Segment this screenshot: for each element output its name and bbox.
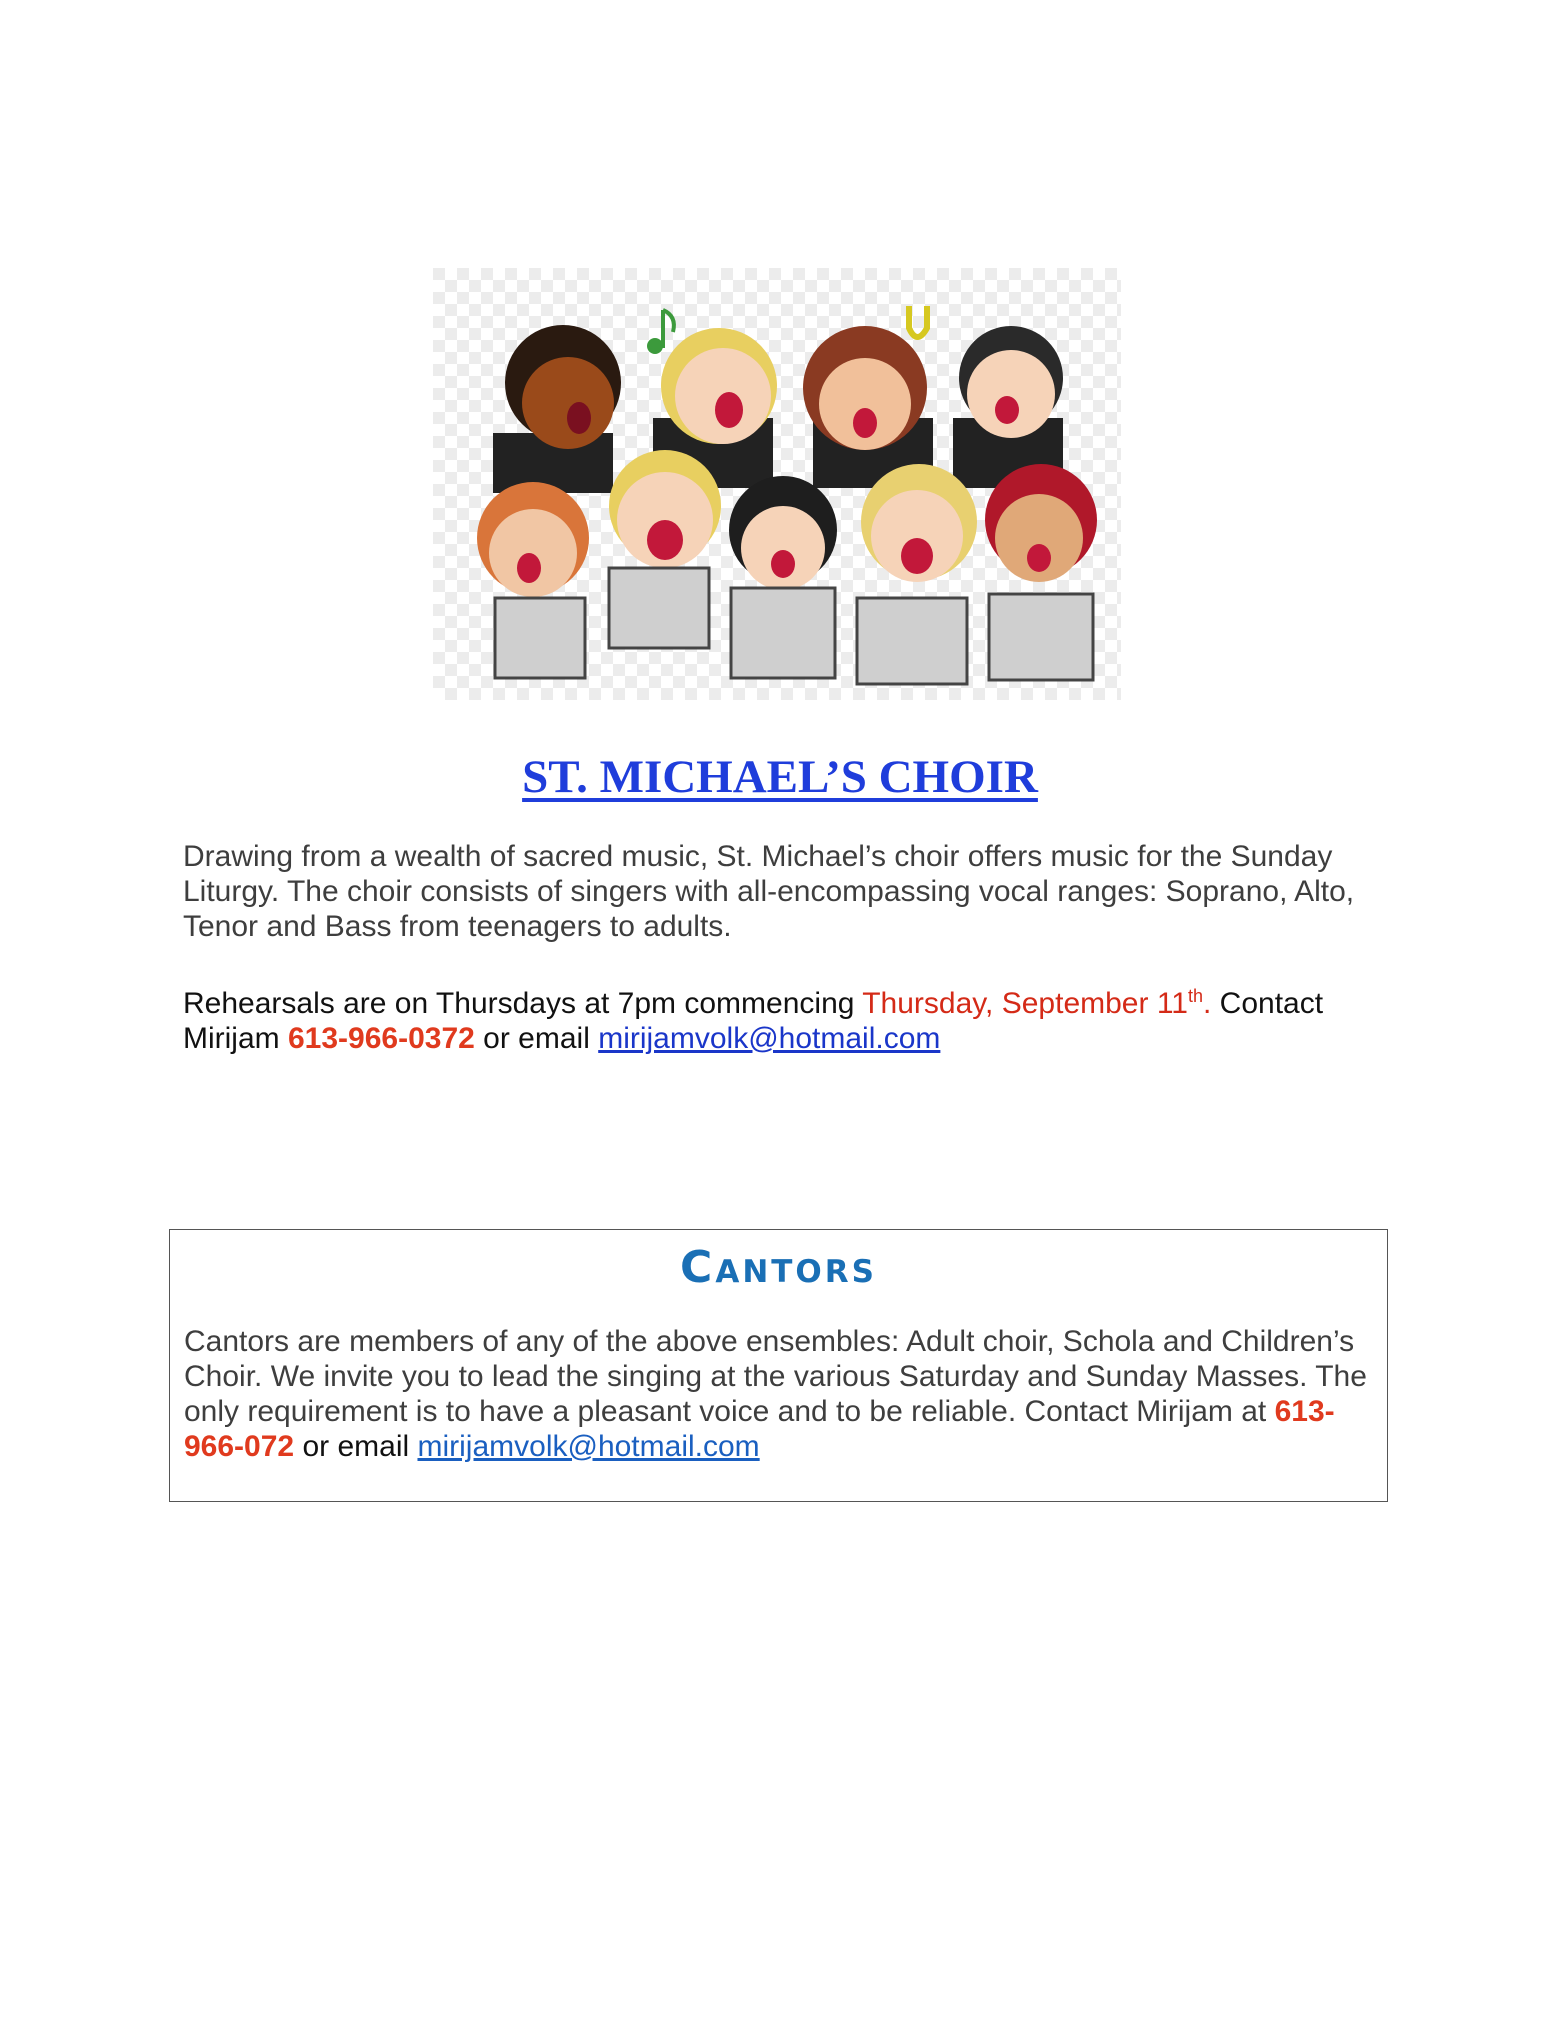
cantors-phone: 613-966-072 [184, 1395, 1335, 1463]
choir-email-link[interactable]: mirijamvolk@hotmail.com [598, 1022, 941, 1055]
cantors-title: Cantors [680, 1242, 877, 1293]
cantors-email-prefix: or email [294, 1430, 418, 1463]
cantors-email-link[interactable]: mirijamvolk@hotmail.com [417, 1430, 760, 1463]
rehearsal-date: Thursday, September 11th. [862, 986, 1212, 1020]
email-prefix: or email [474, 1022, 599, 1055]
rehearsal-info [183, 979, 1413, 1056]
cantors-description [184, 1324, 1384, 1464]
cantors-text: Cantors are members of any of the above ensembles: Adult choir, Schola and Children’s Choir. We invite you to lead the singing at the various Saturday and Sunday Masses. The only requirement is to have a pleasant voice and to be reliable. Contact Mirijam at [184, 1325, 1367, 1428]
choir-phone: 613-966-0372 [288, 1022, 475, 1055]
rehearsal-prefix: Rehearsals are on Thursdays at 7pm commencing [183, 987, 863, 1020]
contact-prefix: Contact Mirijam [183, 987, 1324, 1055]
choir-description: Drawing from a wealth of sacred music, St. Michael’s choir offers music for the Sunday Liturgy. The choir consists of singers with all-encompassing vocal ranges: Soprano, Alto, Tenor and Bass from teenagers to adults. [183, 840, 1355, 943]
cantors-box [169, 1229, 1388, 1502]
choir-illustration [433, 268, 1121, 700]
choir-title[interactable]: ST. MICHAEL’S CHOIR [522, 751, 1038, 803]
